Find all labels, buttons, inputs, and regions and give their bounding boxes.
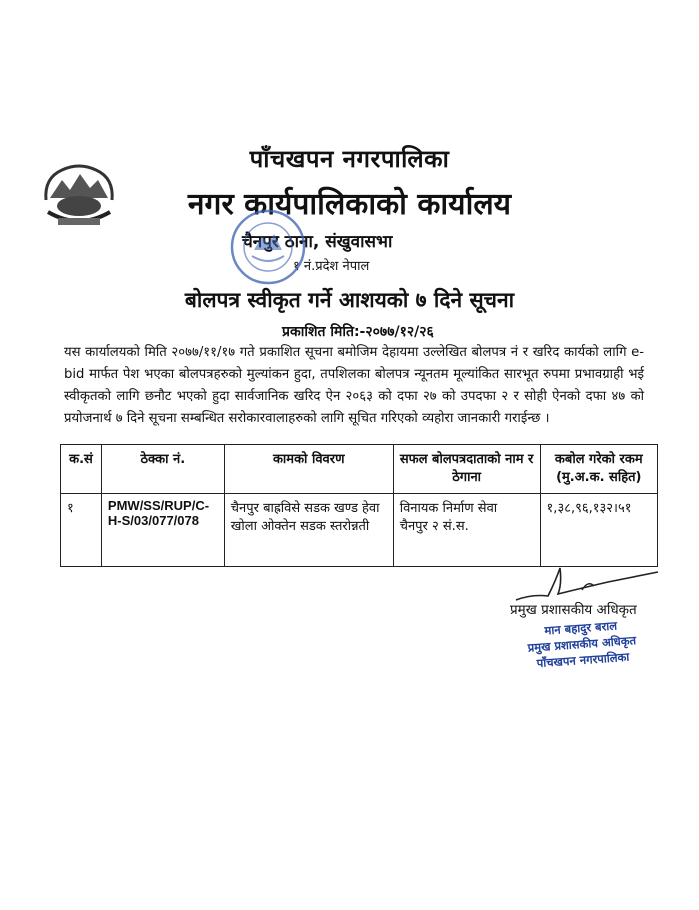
province-line: १ नं.प्रदेश नेपाल: [293, 259, 370, 274]
office-name: नगर कार्यपालिकाको कार्यालय: [187, 187, 512, 222]
bidder-address: चैनपुर २ सं.स.: [399, 519, 469, 534]
notice-body: यस कार्यालयको मिति २०७७/११/१७ गते प्रकाशित सूचना बमोजिम देहायमा उल्लेखित बोलपत्र नं र खरिद कार्यको लागि e-bid मार्फत पेश भएका बोलपत्रहरुको मुल्यांकन हुदा, तपशिलका बोलपत्र न्यूनतम मूल्यांकित सारभूत रुपमा प्रभावग्राही भई स्वीकृतको लागि छनौट भएको हुदा सार्वजानिक खरिद ऐन २०६३ को दफा २७ को उपदफा २ र सोही ऐनको दफा ४७ को प्रयोजनार्थ ७ दिने सूचना सम्बन्धित सरोकारवालाहरुको लागि सूचित गरिएको व्यहोरा जानकारी गराईन्छ ।: [64, 345, 644, 426]
bid-award-table: [60, 444, 658, 567]
cell-amount: १,३८,९६,१३२।५१: [540, 494, 657, 567]
header-contract-no: ठेक्का नं.: [101, 445, 224, 494]
cell-sn: १: [61, 494, 102, 567]
bidder-name: विनायक निर्माण सेवा: [399, 501, 498, 516]
header-bidder: सफल बोलपत्रदाताको नाम र ठेगाना: [393, 445, 540, 494]
signatory-title: प्रमुख प्रशासकीय अधिकृत: [510, 602, 637, 618]
office-location: चैनपुर ठाना, संखुवासभा: [242, 232, 393, 252]
header-description: कामको विवरण: [224, 445, 393, 494]
header-amount-note: (मु.अ.क. सहित): [556, 470, 642, 485]
stamp-title: प्रमुख प्रशासकीय अधिकृत: [527, 633, 637, 655]
stamp-org: पाँचखपन नगरपालिका: [536, 649, 630, 671]
table-row: [61, 494, 658, 567]
published-date: प्रकाशित मिति:-२०७७/१२/२६: [282, 324, 434, 340]
municipality-name: पाँचखपन नगरपालिका: [249, 145, 450, 173]
header-amount-label: कबोल गरेको रकम: [554, 452, 643, 467]
official-stamp: [515, 616, 648, 677]
notice-title: बोलपत्र स्वीकृत गर्ने आशयको ७ दिने सूचना: [184, 288, 515, 312]
stamp-name: मान बहादुर बराल: [543, 618, 618, 638]
cell-bidder: [393, 494, 540, 567]
header-amount: [540, 445, 657, 494]
cell-contract-no: PMW/SS/RUP/C-H-S/03/077/078: [101, 494, 224, 567]
table-header-row: [61, 445, 658, 494]
header-sn: क.सं: [61, 445, 102, 494]
cell-description: चैनपुर बाह्रविसे सडक खण्ड हेवा खोला ओक्तेन सडक स्तरोन्नती: [224, 494, 393, 567]
office-seal-icon: [224, 206, 312, 288]
